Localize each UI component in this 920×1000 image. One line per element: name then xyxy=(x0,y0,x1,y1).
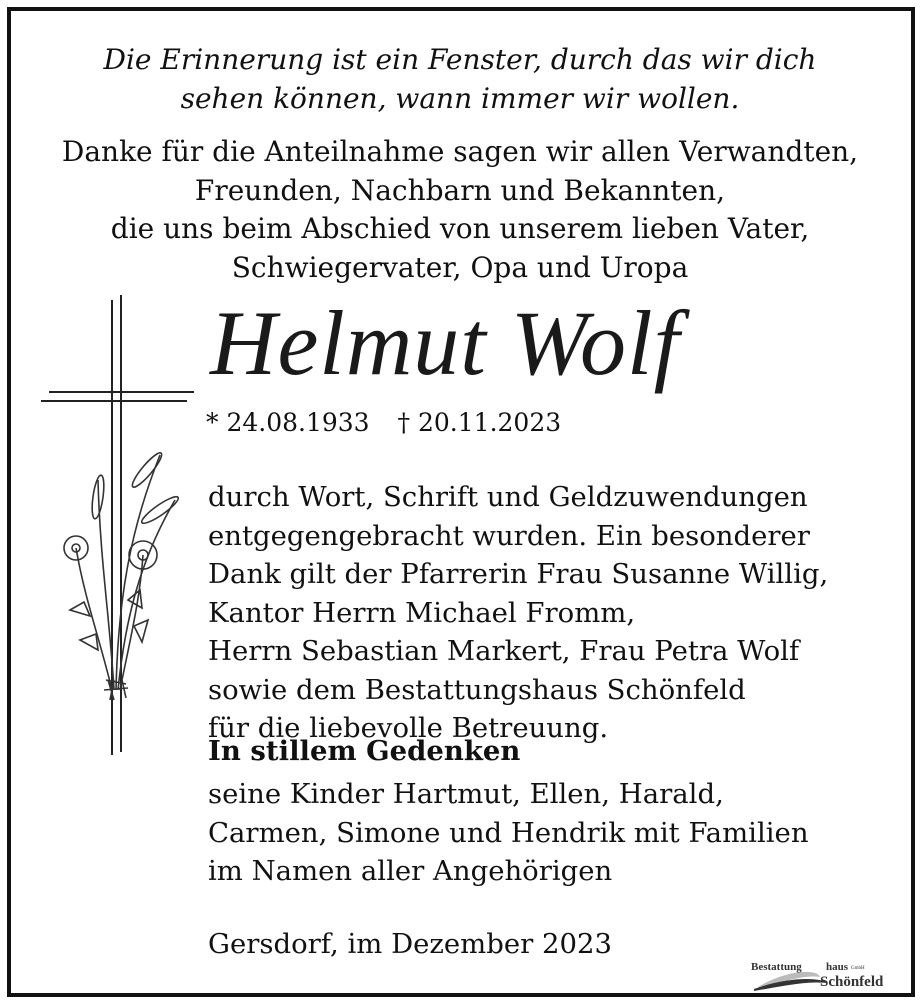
signature-line: im Namen aller Angehörigen xyxy=(208,855,613,887)
death-date: † 20.11.2023 xyxy=(397,408,562,437)
intro-line: Schwiegervater, Opa und Uropa xyxy=(231,250,689,284)
life-dates xyxy=(206,408,581,437)
body-line: durch Wort, Schrift und Geldzuwendungen xyxy=(208,481,808,513)
intro-line: Freunden, Nachbarn und Bekannten, xyxy=(194,173,726,207)
birth-date: * 24.08.1933 xyxy=(206,408,370,437)
body-line: Herrn Sebastian Markert, Frau Petra Wolf xyxy=(208,635,800,667)
deceased-name: Helmut Wolf xyxy=(210,292,681,394)
svg-text:haus: haus xyxy=(826,961,849,973)
body-line: entgegengebracht wurden. Ein besonderer xyxy=(208,519,810,552)
funeral-home-logo xyxy=(748,955,908,993)
svg-text:GmbH: GmbH xyxy=(851,966,865,971)
quote-line: sehen können, wann immer wir wollen. xyxy=(180,82,740,115)
memorial-heading: In stillem Gedenken xyxy=(208,735,521,767)
signature-line: seine Kinder Hartmut, Ellen, Harald, xyxy=(208,778,724,810)
body-line: Kantor Herrn Michael Fromm, xyxy=(208,596,636,629)
intro-line: die uns beim Abschied von unserem lieben Vater, xyxy=(110,212,810,245)
signature-line: Carmen, Simone und Hendrik mit Familien xyxy=(208,816,809,849)
body-line: sowie dem Bestattungshaus Schönfeld xyxy=(208,673,746,706)
signature xyxy=(208,775,809,891)
cross-with-flowers-icon xyxy=(0,0,220,1000)
quote-line: Die Erinnerung ist ein Fenster, durch das wir dich xyxy=(103,43,817,76)
svg-text:Bestattung: Bestattung xyxy=(751,961,802,973)
thanks-text xyxy=(208,478,828,748)
place-date: Gersdorf, im Dezember 2023 xyxy=(208,928,613,960)
body-line: Dank gilt der Pfarrerin Frau Susanne Willig, xyxy=(208,558,829,590)
svg-text:Schönfeld: Schönfeld xyxy=(820,974,884,990)
intro-line: Danke für die Anteilnahme sagen wir allen Verwandten, xyxy=(61,135,859,168)
body-line: für die liebevolle Betreuung. xyxy=(208,712,609,744)
